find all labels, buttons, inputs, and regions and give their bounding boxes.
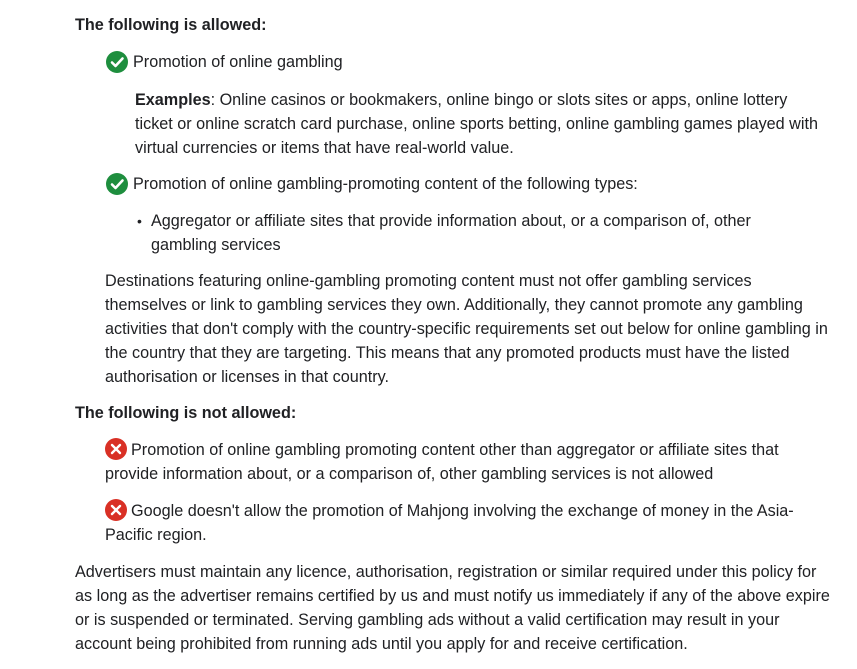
certification-footer-paragraph: Advertisers must maintain any licence, authorisation, registration or similar required under this policy for as long as the advertiser remains certified by us and must notify us immediately if any of the above expire or is suspended or terminated. Serving gambling ads without a valid certification may result in your account being prohibited from running ads until you apply for and receive certification. [75, 563, 830, 653]
allowed-item-label: Promotion of online gambling-promoting content of the following types: [133, 175, 638, 193]
check-circle-icon [106, 51, 128, 73]
not-allowed-heading: The following is not allowed: [75, 404, 297, 422]
check-circle-icon [106, 173, 128, 195]
not-allowed-item-label: Promotion of online gambling promoting content other than aggregator or affiliate sites that provide information about, or a comparison of, other gambling services is not allowed [105, 441, 779, 483]
examples-label: Examples [135, 91, 211, 109]
close-circle-icon [105, 499, 127, 521]
not-allowed-item-label: Google doesn't allow the promotion of Mahjong involving the exchange of money in the Asia-Pacific region. [105, 502, 794, 544]
close-circle-icon [105, 438, 127, 460]
not-allowed-item-promoting-content [105, 437, 825, 486]
allowed-item-label: Promotion of online gambling [133, 53, 343, 71]
not-allowed-item-mahjong [105, 498, 825, 547]
allowed-heading: The following is allowed: [75, 16, 267, 34]
allowed-item-promoting-content [106, 172, 826, 196]
examples-paragraph [135, 88, 825, 160]
bullet-marker: • [137, 213, 142, 229]
allowed-item-online-gambling [106, 50, 826, 74]
bullet-item-aggregator: Aggregator or affiliate sites that provide information about, or a comparison of, other gambling services [151, 212, 751, 254]
destinations-paragraph: Destinations featuring online-gambling promoting content must not offer gambling services themselves or link to gambling services they own. Additionally, they cannot promote any gambling activities that don't comply with the country-specific requirements set out below for online gambling in the country that they are targeting. This means that any promoted products must have the listed authorisation or licenses in that country. [105, 272, 828, 386]
examples-text: : Online casinos or bookmakers, online bingo or slots sites or apps, online lottery ticket or online scratch card purchase, online sports betting, online gambling games played with virtual currencies or items that have real-world value. [135, 91, 818, 157]
